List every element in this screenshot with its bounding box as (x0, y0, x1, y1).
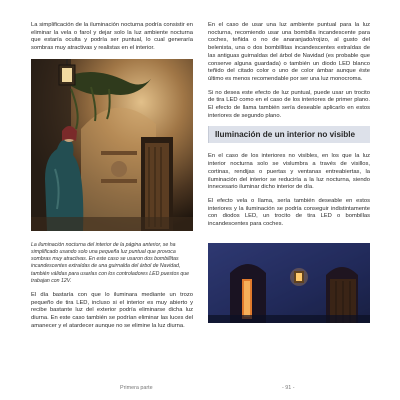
footer-section-label: Primera parte (120, 385, 153, 391)
night-house-photo (208, 243, 370, 328)
nativity-interior-photo (31, 59, 193, 236)
right-column (208, 22, 370, 328)
section-heading: Iluminación de un interior no visible (208, 126, 370, 143)
right-paragraph-4: El efecto vela o llama, sería también deseable en estos interiores y la iluminación se podría conseguir indistintamente con diodos LED, un trocito de tira LED o bombillas incandescentes para coches. (208, 197, 370, 228)
page-number: - 91 - (282, 385, 295, 391)
photo-caption: La iluminación nocturna del interior de la página anterior, se ha simplificado usando solo una pequeña luz puntual que provoca sombras muy atractivas. En este caso se usaron dos bombillitas incandescentes extraídas de una guirnalda del árbol de Navidad, también válidas para usarlas con los controladores LED puestos que trabajan con 12V. (31, 241, 190, 284)
left-column (31, 22, 193, 337)
right-paragraph-2: Si no desea este efecto de luz puntual, puede usar un trocito de tira LED como en el caso de los interiores de primer plano. El efecto de llama también sería deseable aplicarlo en estos interiores de segundo plano. (208, 89, 370, 119)
right-paragraph-3: En el caso de los interiores no visibles, en los que la luz interior nocturna solo se vislumbra a través de visillos, cortinas, rendijas o puertas y ventanas entreabiertas, la iluminación del interior se reduciría a la luz nocturna, siendo innecesario iluminar dicho interior de día. (208, 153, 370, 191)
left-paragraph-1: La simplificación de la iluminación nocturna podría consistir en eliminar la vela o farol y dejar solo la luz ambiente nocturna que estaría oculta y podría ser puntual, lo cual generaría sombras muy atractivas y realistas en el interior. (31, 22, 193, 52)
left-paragraph-2: El día bastaría con que lo iluminara mediante un trozo pequeño de tira LED, incluso si el interior es muy abierto y recibe bastante luz del exterior podría eliminarse dicha luz diurna. En este caso también se podrían eliminar las luces del amanecer y el atardecer aunque no se elimine la luz diurna. (31, 292, 193, 329)
right-paragraph-1: En el caso de usar una luz ambiente puntual para la luz nocturna, recomiendo usar una bombilla incandescente para coches, teñida o no de anaranjado/rojizo, al gusto del belenista, una o dos bombillitas incandescentes extraídas de las antiguas guirnaldas del árbol de Navidad (es probable que conserve alguna guardada) o también un diodo LED blanco teñido del citado color o uno de color ámbar aunque éste último es menos recomendable por ser una luz monocroma. (208, 22, 370, 82)
